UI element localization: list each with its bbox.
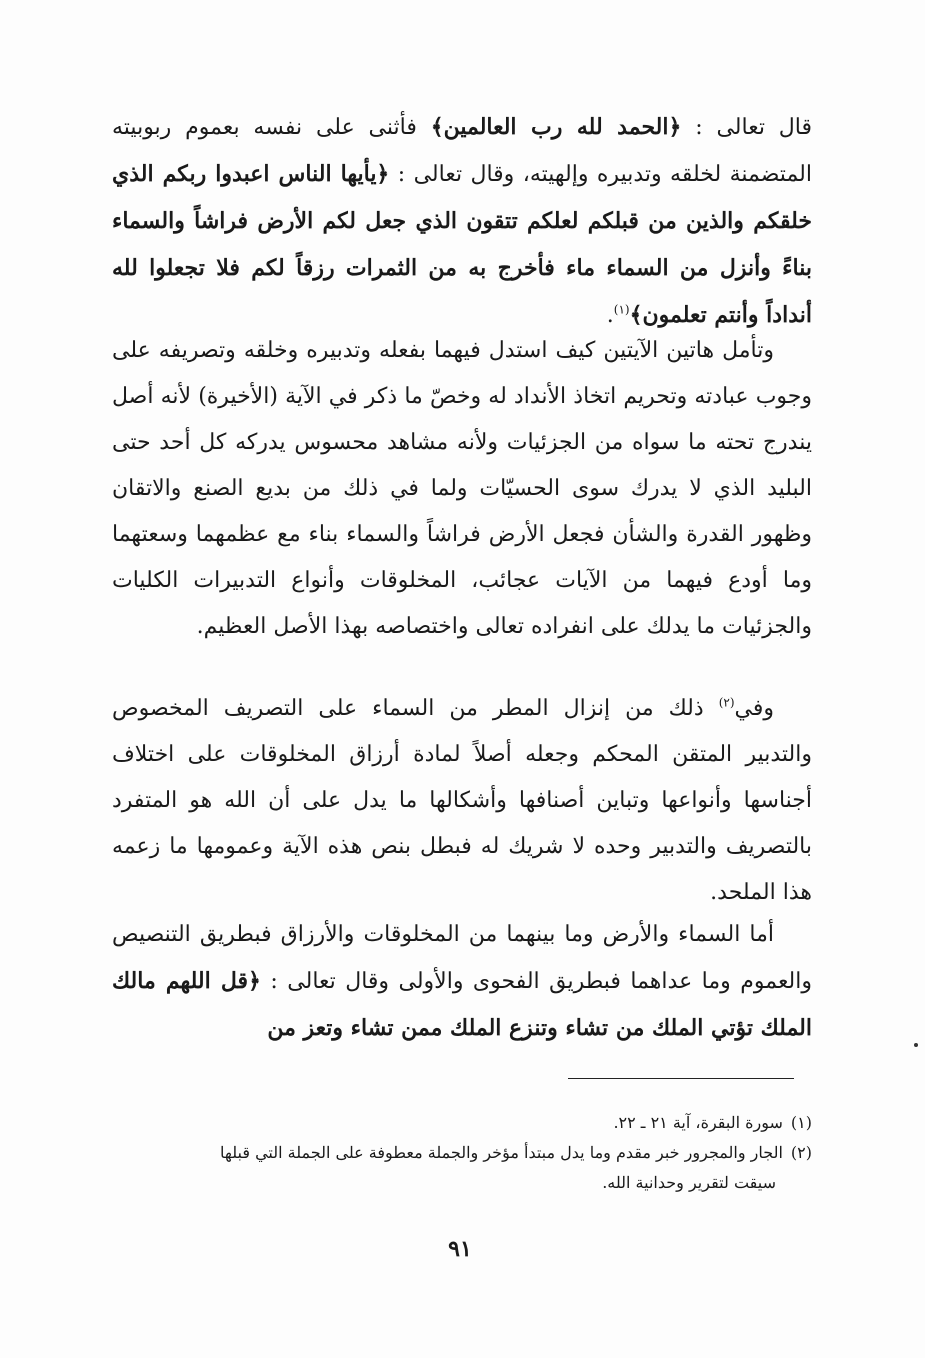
paragraph-3 [112, 686, 812, 916]
quran-verse-al-imran: ﴿قل اللهم مالك الملك تؤتي الملك من تشاء وتنزع الملك ممن تشاء وتعز من [112, 968, 812, 1041]
footnote-ref-1: (١) [613, 302, 630, 317]
page-number: ٩١ [448, 1236, 472, 1262]
footnote-1 [112, 1108, 812, 1138]
paragraph-1 [112, 104, 812, 339]
footnote-separator [568, 1078, 794, 1079]
footnote-ref-2: (٢) [718, 695, 735, 710]
quran-verse-fatiha: ﴿الحمد لله رب العالمين﴾ [430, 114, 682, 140]
footnote-2-number: (٢) [790, 1143, 812, 1162]
paragraph-1-end: . [606, 303, 614, 328]
footnote-1-number: (١) [790, 1113, 812, 1132]
footnote-1-text: سورة البقرة، آية ٢١ ـ ٢٢. [613, 1113, 783, 1132]
footnote-2 [112, 1138, 812, 1168]
paragraph-1-intro: قال تعالى : [695, 115, 812, 140]
footnote-2-continuation: سيقت لتقرير وحدانية الله. [602, 1173, 776, 1192]
paragraph-4-text: أما السماء والأرض وما بينهما من المخلوقات والأرزاق فبطريق التنصيص والعموم وما عداهما فبطريق الفحوى والأولى وقال تعالى : [112, 922, 812, 994]
paragraph-3-text: ذلك من إنزال المطر من السماء على التصريف المخصوص والتدبير المتقن المحكم وجعله أصلاً لمادة أرزاق المخلوقات على اختلاف أجناسها وأنواعها وتباين أصنافها وأشكالها ما يدل على أن الله هو المتفرد بالتصريف والتدبير وحده لا شريك له فبطل بنص هذه الآية وعمومها ما زعمه هذا الملحد. [112, 696, 812, 905]
paragraph-1-middle: فأثنى على نفسه بعموم ربوبيته المتضمنة لخلقه وتدبيره وإلهيته، وقال تعالى : [112, 115, 812, 187]
quran-verse-baqarah: ﴿يأيها الناس اعبدوا ربكم الذي خلقكم والذين من قبلكم لعلكم تتقون الذي جعل لكم الأرض فراشاً والسماء بناءً وأنزل من السماء ماء فأخرج به من الثمرات رزقاً لكم فلا تجعلوا لله أنداداً وأنتم تعلمون﴾ [112, 161, 812, 328]
paragraph-4 [112, 912, 812, 1052]
scan-speck [914, 1043, 918, 1047]
paragraph-3-start: وفي [734, 696, 774, 721]
footnotes [112, 1108, 812, 1198]
paragraph-2 [112, 328, 812, 650]
paragraph-2-text: وتأمل هاتين الآيتين كيف استدل فيهما بفعله وتدبيره وخلقه وتصريفه على وجوب عبادته وتحريم اتخاذ الأنداد له وخصّ ما ذكر في الآية (الأخيرة) لأنه أصل يندرج تحته ما سواه من الجزئيات ولأنه مشاهد محسوس يدركه كل أحد حتى البليد الذي لا يدرك سوى الحسيّات ولما في ذلك من بديع الصنع والاتقان وظهور القدرة والشأن فجعل الأرض فراشاً والسماء بناء مع عظمهما وسعتهما وما أودع فيهما من الآيات عجائب، المخلوقات وأنواع التدبيرات الكليات والجزئيات ما يدلك على انفراده تعالى واختصاصه بهذا الأصل العظيم. [112, 338, 812, 639]
footnote-2-text: الجار والمجرور خبر مقدم وما يدل مبتدأ مؤخر والجملة معطوفة على الجملة التي قبلها [219, 1143, 783, 1162]
